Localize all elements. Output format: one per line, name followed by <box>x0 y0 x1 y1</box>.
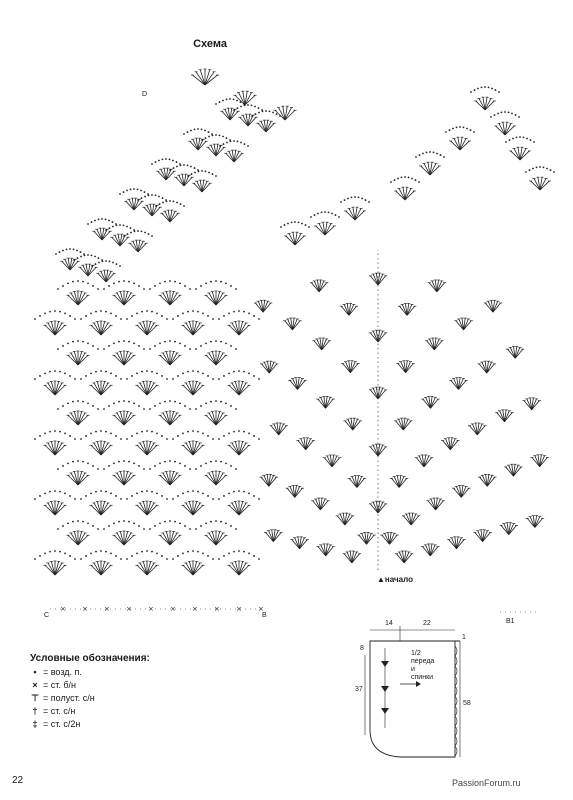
legend-item: † = ст. с/н <box>32 706 76 716</box>
left-panel-motifs <box>34 69 296 575</box>
svg-text:×: × <box>126 605 132 613</box>
svg-text:×: × <box>236 605 242 613</box>
svg-text:×: × <box>170 605 176 613</box>
dim-top-right: 22 <box>423 620 431 627</box>
svg-text:×: × <box>192 605 198 613</box>
svg-text:×: × <box>104 605 110 613</box>
center-panel-motifs <box>254 250 549 570</box>
schematic-caption: 1/2 переда и спинки <box>411 650 435 681</box>
dim-left-small: 8 <box>360 645 364 652</box>
dim-left: 37 <box>355 686 363 693</box>
legend-item: • = возд. п. <box>33 667 82 677</box>
legend-title: Условные обозначения: <box>30 653 150 664</box>
svg-text:×: × <box>258 605 264 613</box>
point-label-d: D <box>142 91 148 98</box>
point-label-b1: B1 <box>506 618 515 625</box>
legend <box>30 652 150 731</box>
watermark: PassionForum.ru <box>452 778 521 788</box>
legend-item: ⊤ = полуст. с/н <box>31 693 95 703</box>
legend-item: × = ст. б/н <box>32 680 77 690</box>
foundation-row <box>50 605 540 613</box>
start-label: ▲начало <box>377 575 413 584</box>
point-label-b: B <box>262 612 267 619</box>
dim-right: 58 <box>463 700 471 707</box>
point-label-c: C <box>44 612 50 619</box>
svg-text:×: × <box>214 605 220 613</box>
svg-text:×: × <box>82 605 88 613</box>
right-panel-motifs <box>280 86 555 245</box>
svg-text:×: × <box>148 605 154 613</box>
dim-top-left: 14 <box>385 620 393 627</box>
svg-text:×: × <box>60 605 66 613</box>
legend-item: ‡ = ст. с/2н <box>32 719 81 729</box>
garment-schematic <box>365 626 460 757</box>
diagram-title: Схема <box>193 38 227 50</box>
dim-marker: 1 <box>462 634 466 641</box>
page-number: 22 <box>12 775 24 786</box>
